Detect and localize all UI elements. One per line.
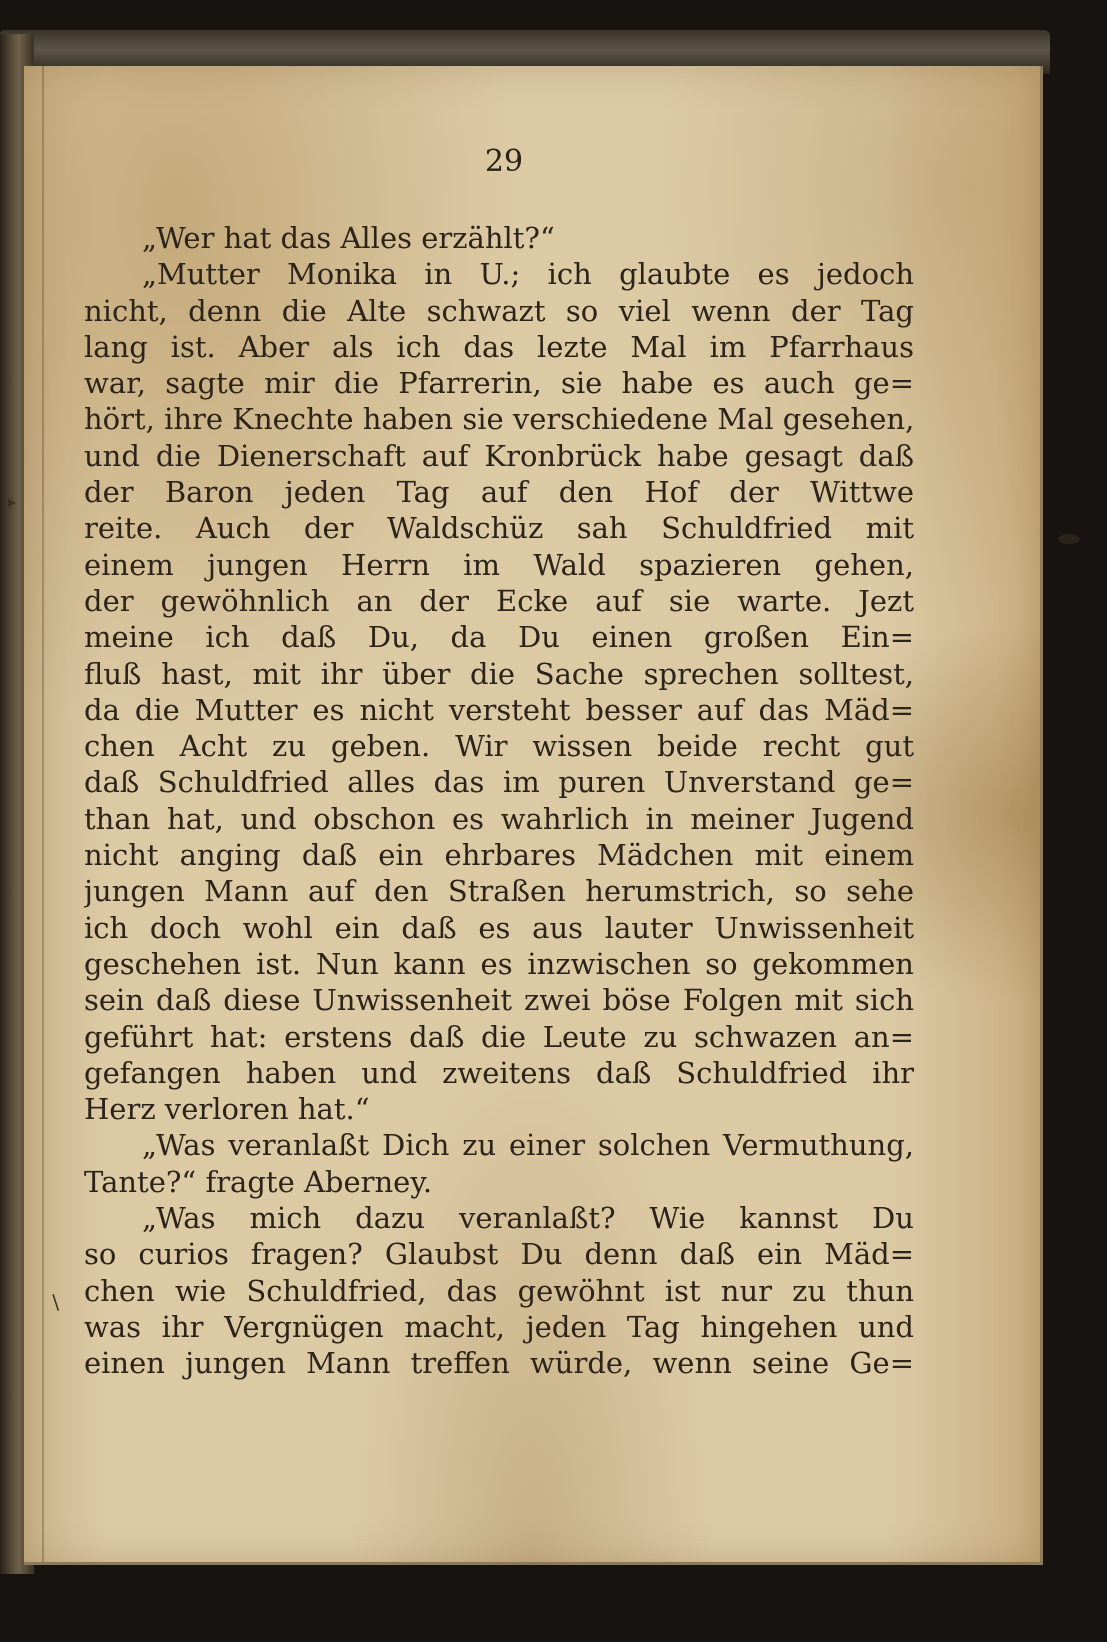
text-line: gefangen haben und zweitens daß Schuldfried ihr <box>84 1055 914 1090</box>
text-line: einem jungen Herrn im Wald spazieren gehen, <box>84 547 914 582</box>
text-line: jungen Mann auf den Straßen herumstrich, so sehe <box>84 874 914 909</box>
text-line: meine ich daß Du, da Du einen großen Ein= <box>84 620 914 655</box>
text-line: der Baron jeden Tag auf den Hof der Wittwe <box>84 475 914 510</box>
text-line: „Wer hat das Alles erzählt?“ <box>142 221 555 255</box>
margin-pencil-mark: / <box>45 1290 66 1314</box>
text-line: da die Mutter es nicht versteht besser auf das Mäd= <box>84 692 914 727</box>
text-line: geführt hat: erstens daß die Leute zu schwazen an= <box>84 1019 914 1054</box>
page-text-block <box>84 220 914 1382</box>
text-line: der gewöhnlich an der Ecke auf sie warte. Jezt <box>84 583 914 618</box>
text-line: hört, ihre Knechte haben sie verschiedene Mal gesehen, <box>84 402 914 437</box>
gutter-line <box>42 66 44 1562</box>
margin-arrow-mark: ▸ <box>8 492 17 511</box>
text-line: nicht anging daß ein ehrbares Mädchen mit einem <box>84 838 914 873</box>
text-line: „Was mich dazu veranlaßt? Wie kannst Du <box>142 1201 914 1236</box>
text-line: ich doch wohl ein daß es aus lauter Unwissenheit <box>84 910 914 945</box>
text-line: und die Dienerschaft auf Kronbrück habe gesagt daß <box>84 438 914 473</box>
text-line: lang ist. Aber als ich das lezte Mal im Pfarrhaus <box>84 329 914 364</box>
margin-ink-blot <box>1058 534 1080 544</box>
text-line: than hat, und obschon es wahrlich in meiner Jugend <box>84 801 914 836</box>
text-line: Herz verloren hat.“ <box>84 1092 370 1127</box>
text-line: daß Schuldfried alles das im puren Unverstand ge= <box>84 765 914 800</box>
book-page <box>24 66 1043 1565</box>
text-line: was ihr Vergnügen macht, jeden Tag hingehen und <box>84 1309 914 1344</box>
text-line: „Mutter Monika in U.; ich glaubte es jedoch <box>142 257 914 292</box>
text-line: war, sagte mir die Pfarrerin, sie habe es auch ge= <box>84 366 914 401</box>
text-line: sein daß diese Unwissenheit zwei böse Folgen mit sich <box>84 983 914 1018</box>
text-line: reite. Auch der Waldschüz sah Schuldfried mit <box>84 511 914 546</box>
text-line: so curios fragen? Glaubst Du denn daß ein Mäd= <box>84 1237 914 1272</box>
text-line: nicht, denn die Alte schwazt so viel wenn der Tag <box>84 293 914 328</box>
text-line: „Was veranlaßt Dich zu einer solchen Vermuthung, <box>142 1128 914 1163</box>
text-line: Tante?“ fragte Aberney. <box>84 1164 433 1199</box>
page-number: 29 <box>484 144 524 179</box>
text-line: chen Acht zu geben. Wir wissen beide recht gut <box>84 729 914 764</box>
text-line: fluß hast, mit ihr über die Sache sprechen solltest, <box>84 656 914 691</box>
text-line: geschehen ist. Nun kann es inzwischen so gekommen <box>84 946 914 981</box>
text-line: chen wie Schuldfried, das gewöhnt ist nur zu thun <box>84 1273 914 1308</box>
text-line: einen jungen Mann treffen würde, wenn seine Ge= <box>84 1346 914 1381</box>
